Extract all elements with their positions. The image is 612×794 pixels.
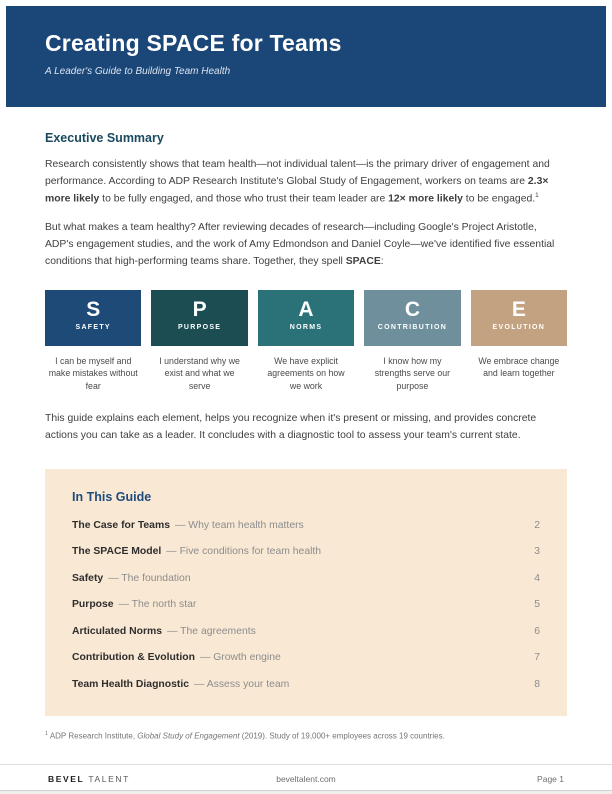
toc-item-title: Purpose [72,599,114,611]
toc-item-page-number: 4 [534,572,540,584]
toc-item-title: Safety [72,572,104,584]
toc-item-page-number: 5 [534,599,540,611]
toc-item-page-number: 2 [534,519,540,531]
toc-item-safety[interactable] [72,573,540,584]
page-subtitle: A Leader's Guide to Building Team Health [45,66,231,77]
footer-brand-light: TALENT [88,774,130,784]
space-caption-evolution: We embrace change and learn together [478,355,560,379]
toc-item-desc: — Why team health matters [174,519,304,531]
document-footer [0,764,612,784]
toc-item-articulated-norms[interactable] [72,626,540,637]
space-box-label: CONTRIBUTION [377,323,448,331]
toc-item-desc: — The north star [118,599,197,611]
space-box-label: EVOLUTION [492,323,546,331]
toc-heading: In This Guide [72,490,152,505]
document-header [6,6,606,107]
toc-item-desc: — Assess your team [194,678,290,690]
footer-url[interactable]: beveltalent.com [276,774,336,784]
toc-item-title: The Case for Teams [72,519,170,531]
toc-item-desc: — Five conditions for team health [166,546,322,558]
space-box-contribution [364,290,460,346]
exec-summary-paragraph-1: Research consistently shows that team health—not individual talent—is the primary driver of engagement and performance. According to ADP Research Institute's Global Study of Engagement, workers on teams are 2.3× more likely to be fully engaged, and those who trust their team leader are 12× more likely to be engaged.$^1$ [45,159,550,205]
space-box-safety [45,290,141,346]
toc-item-page-number: 6 [534,625,540,637]
space-box-letter: P [192,297,207,321]
footer-brand [48,774,220,784]
space-box-letter: C [404,297,420,321]
space-box-label: NORMS [289,323,323,331]
toc-item-title: The SPACE Model [72,546,162,558]
toc-item-team-health-diagnostic[interactable] [72,679,540,690]
toc-box [45,469,567,716]
toc-item-purpose[interactable] [72,599,540,610]
toc-item-desc: — The agreements [167,625,256,637]
toc-item-title: Team Health Diagnostic [72,678,190,690]
space-caption-norms: We have explicit agreements on how we work [267,355,345,392]
space-box-norms [258,290,354,346]
toc-item-page-number: 3 [534,546,540,558]
toc-item-title: Contribution & Evolution [72,652,195,664]
footer-page-number: Page 1 [537,774,564,784]
toc-item-desc: — Growth engine [199,652,281,664]
space-caption-purpose: I understand why we exist and what we serve [159,355,240,392]
space-box-letter: S [86,297,101,321]
space-model-boxes [45,290,567,346]
space-box-purpose [151,290,247,346]
exec-summary-paragraph-2: But what makes a team healthy? After reviewing decades of research—including Google's Project Aristotle, ADP's engagement studies, and the work of Amy Edmondson and Daniel Coyle—we've identified five essential conditions that high-performing teams share. Together, they spell SPACE: [45,222,555,267]
guide-overview-paragraph: This guide explains each element, helps you recognize when it's present or missing, and provides concrete actions you can take as a leader. It concludes with a diagnostic tool to assess your team's current state. [45,412,537,441]
document-body [0,131,612,743]
toc-item-desc: — The foundation [108,572,191,584]
space-box-evolution [471,290,567,346]
footnote: $^1$ ADP Research Institute, Global Study of Engagement (2019). Study of 19,000+ employees across 19 countries. [45,730,445,741]
footer-brand-bold: BEVEL [48,774,85,784]
space-box-letter: E [511,297,526,321]
toc-item-page-number: 8 [534,678,540,690]
toc-item-case-for-teams[interactable] [72,520,540,531]
space-caption-safety: I can be myself and make mistakes without fear [48,355,138,392]
space-box-label: PURPOSE [177,323,222,331]
space-box-label: SAFETY [75,323,111,331]
toc-item-space-model[interactable] [72,546,540,557]
toc-item-title: Articulated Norms [72,625,163,637]
toc-item-contribution-evolution[interactable] [72,652,540,663]
space-caption-contribution: I know how my strengths serve our purpose [374,355,451,392]
space-model-captions [45,355,567,393]
exec-summary-heading: Executive Summary [45,131,164,145]
space-box-letter: A [298,297,314,321]
toc-item-page-number: 7 [534,652,540,664]
page-title: Creating SPACE for Teams [45,30,342,56]
page-bottom-edge [0,790,612,794]
